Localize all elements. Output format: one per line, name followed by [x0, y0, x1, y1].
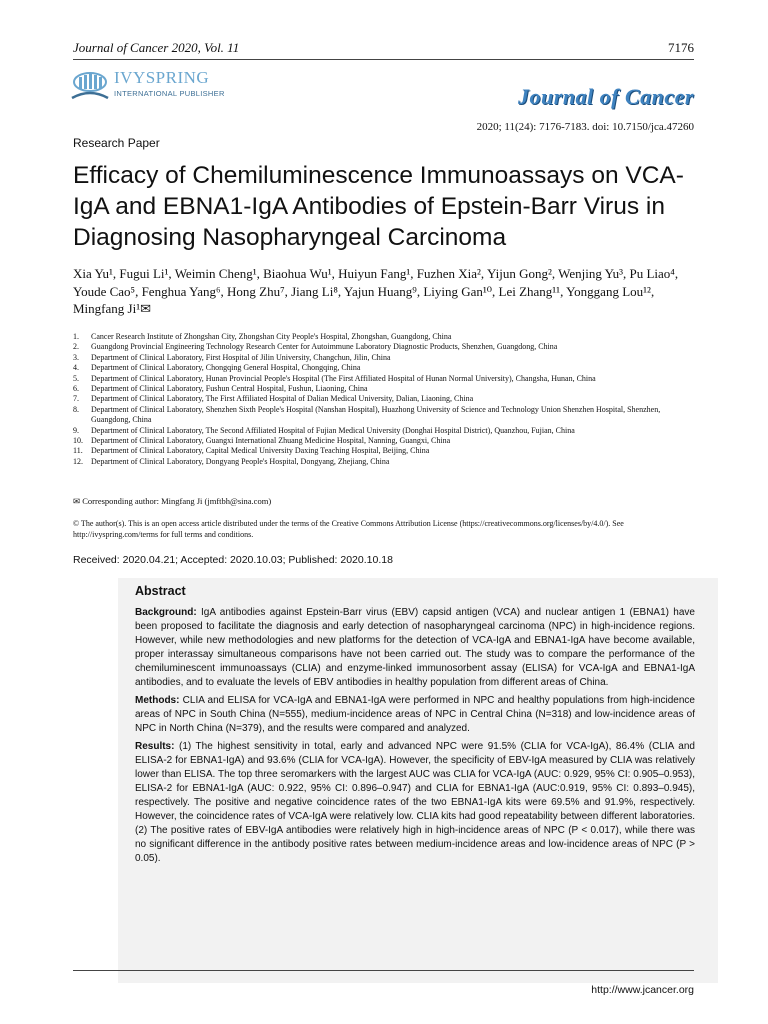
ivy-logo-icon — [70, 70, 110, 104]
affiliation-list — [73, 332, 693, 467]
affiliation-item: 8. Department of Clinical Laboratory, Shenzhen Sixth People's Hospital (Nanshan Hospital), Huazhong University of Science and Technology Union Shenzhen Hospital, Shenzhen, Guangdong, China — [73, 404, 661, 425]
publication-dates: Received: 2020.04.21; Accepted: 2020.10.03; Published: 2020.10.18 — [73, 554, 393, 566]
running-header-journal: Journal of Cancer 2020, Vol. 11 — [73, 40, 240, 55]
affiliation-item: 12. Department of Clinical Laboratory, Dongyang People's Hospital, Dongyang, Zhejiang, China — [73, 456, 390, 466]
abstract-body — [135, 606, 695, 870]
abstract-methods: Methods: CLIA and ELISA for VCA-IgA and EBNA1-IgA were performed in NPC and healthy populations from high-incidence areas of NPC in South China (N=555), medium-incidence areas of NPC in Central China (N=318) and low-incidence areas of NPC in North China (N=379), and the results were compared and analyzed. — [135, 695, 695, 734]
affiliation-item: 5. Department of Clinical Laboratory, Hunan Provincial People's Hospital (The First Affiliated Hospital of Hunan Normal University), Changsha, Hunan, China — [73, 373, 596, 383]
publisher-logo — [70, 68, 240, 108]
affiliation-item: 6. Department of Clinical Laboratory, Fushun Central Hospital, Fushun, Liaoning, China — [73, 384, 368, 394]
publisher-name: IVYSPRING — [114, 68, 210, 87]
affiliation-item: 9. Department of Clinical Laboratory, The Second Affiliated Hospital of Fujian Medical University (Donghai Hospital District), Quanzhou, Fujian, China — [73, 425, 575, 435]
publisher-subtitle: INTERNATIONAL PUBLISHER — [114, 89, 225, 98]
affiliation-item: 2. Guangdong Provincial Engineering Technology Research Center for Autoimmune Laboratory Diagnostic Products, Shenzhen, Guangdong, China — [73, 342, 558, 352]
abstract-box — [118, 578, 718, 983]
affiliation-item: 7. Department of Clinical Laboratory, The First Affiliated Hospital of Dalian Medical University, Dalian, Liaoning, China — [73, 394, 474, 404]
abstract-results: Results: (1) The highest sensitivity in total, early and advanced NPC were 91.5% (CLIA for VCA-IgA), 86.4% (CLIA and ELISA-2 for EBNA1-IgA) and 93.6% (CLIA for VCA-IgA). However, the specificity of EBV-IgA measured by CLIA was relatively lower than ELISA. The top three seromarkers with the largest AUC was CLIA for VCA-IgA (AUC: 0.929, 95% CI: 0.905–0.953), ELISA-2 for EBNA1-IgA (AUC: 0.922, 95% CI: 0.896–0.947) and CLIA for EBNA1-IgA (AUC:0.919, 95% CI: 0.893–0.945), respectively. The positive and negative coincidence rates of the two EBNA1-IgA kits were 69.5% and 91.9%, respectively. However, the coincidence rates of VCA-IgA were relatively low. CLIA kits had good repeatability between different laboratories. (2) The positive rates of EBV-IgA antibodies were relatively high in high-incidence areas of NPC (P < 0.017), while there was no significant difference in the antibody positive rates between medium-incidence areas and low-incidence areas of NPC (P > 0.05). — [135, 741, 695, 864]
article-title: Efficacy of Chemiluminescence Immunoassays on VCA-IgA and EBNA1-IgA Antibodies of Epstein-Barr Virus in Diagnosing Nasopharyngeal Carcinoma — [73, 162, 684, 251]
article-type: Research Paper — [73, 136, 160, 150]
affiliation-item: 1. Cancer Research Institute of Zhongshan City, Zhongshan City People's Hospital, Zhongshan, Guangdong, China — [73, 332, 452, 341]
affiliation-item: 4. Department of Clinical Laboratory, Chongqing General Hospital, Chongqing, China — [73, 363, 361, 373]
author-list: Xia Yu¹, Fugui Li¹, Weimin Cheng¹, Biaohua Wu¹, Huiyun Fang¹, Fuzhen Xia², Yijun Gong², Wenjing Yu³, Pu Liao⁴, Youde Cao⁵, Fenghua Yang⁶, Hong Zhu⁷, Jiang Li⁸, Yajun Huang⁹, Liying Gan¹⁰, Lei Zhang¹¹, Yonggang Lou¹², Mingfang Ji¹✉ — [73, 266, 679, 316]
journal-logo: Journal of Cancer — [518, 84, 694, 109]
running-header-page-number: 7176 — [668, 40, 694, 55]
citation: 2020; 11(24): 7176-7183. doi: 10.7150/jca.47260 — [476, 121, 694, 133]
affiliation-item: 11. Department of Clinical Laboratory, Capital Medical University Daxing Teaching Hospital, Beijing, China — [73, 446, 430, 456]
footer-rule — [73, 970, 694, 971]
header-rule — [73, 59, 694, 60]
abstract-heading: Abstract — [135, 584, 186, 598]
abstract-background: Background: IgA antibodies against Epstein-Barr virus (EBV) capsid antigen (VCA) and nuclear antigen 1 (EBNA1) have been proposed to facilitate the diagnosis and early detection of nasopharyngeal carcinoma (NPC) in high-incidence regions. However, while new methodologies and new platforms for the detection of VCA-IgA and EBNA1-IgA have become available, proper interassay simultaneous comparisons have not been carried out. The study was to compare the performance of the chemiluminescent immunoassays (CLIA) and enzyme-linked immunosorbent assay (ELISA) for VCA-IgA and EBNA1-IgA antibodies, and to evaluate the levels of EBV antibodies in healthy population from different areas of China. — [135, 607, 695, 688]
footer-url[interactable]: http://www.jcancer.org — [591, 984, 694, 996]
affiliation-item: 3. Department of Clinical Laboratory, First Hospital of Jilin University, Changchun, Jilin, China — [73, 352, 391, 362]
license-statement: © The author(s). This is an open access article distributed under the terms of the Creative Commons Attribution License (https://creativecommons.org/licenses/by/4.0/). See http://ivyspring.com/terms for full terms and conditions. — [73, 519, 624, 539]
corresponding-author: ✉ Corresponding author: Mingfang Ji (jmftbh@sina.com) — [73, 496, 272, 506]
affiliation-item: 10. Department of Clinical Laboratory, Guangxi International Zhuang Medicine Hospital, Nanning, Guangxi, China — [73, 436, 451, 446]
